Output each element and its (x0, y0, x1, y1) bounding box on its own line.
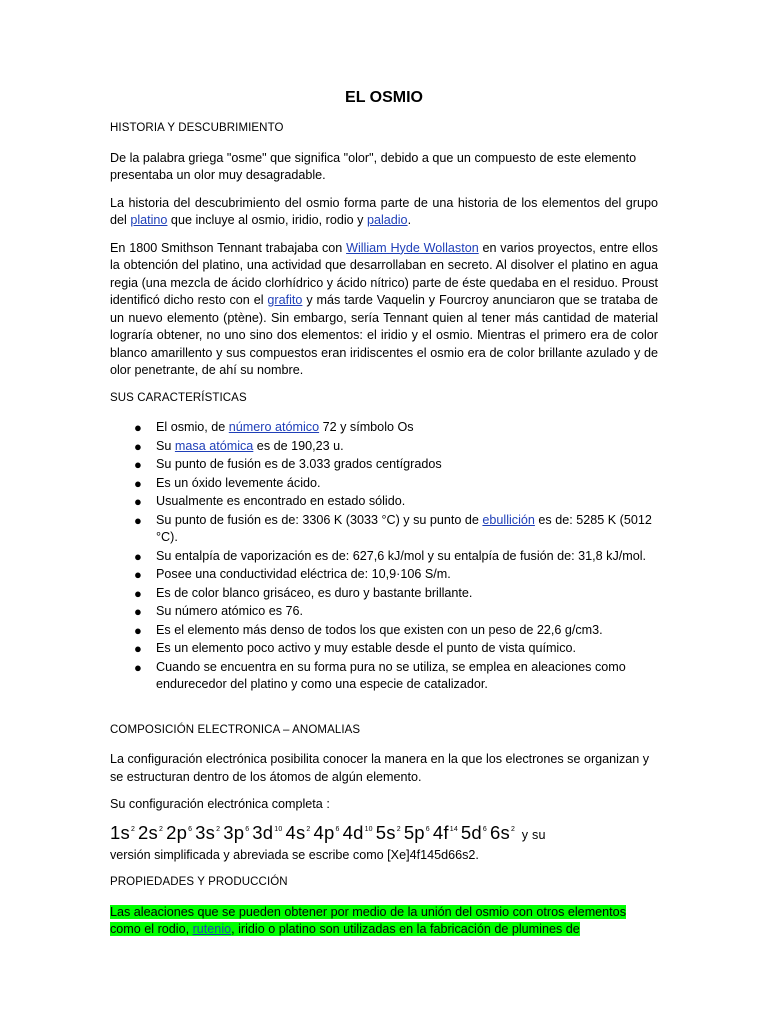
orbital-electrons: 6 (245, 825, 250, 833)
orbital: $4d^{10}$ (342, 821, 373, 843)
orbital: $1s^2$ (110, 821, 136, 843)
list-item: ● Usualmente es encontrado en estado sólido. (134, 494, 406, 509)
bullet-icon: ● (134, 567, 142, 582)
bullet-icon: ● (134, 438, 142, 454)
link-paladio[interactable]: paladio (366, 213, 408, 227)
config-tail: y su (518, 827, 546, 842)
link-grafito[interactable]: grafito (267, 293, 303, 307)
list-item: ● Es de color blanco grisáceo, es duro y bastante brillante. (134, 585, 473, 601)
orbital: $5s^2$ (375, 821, 401, 843)
orbital: $3s^2$ (195, 821, 221, 843)
list-item-link[interactable]: ebullición (482, 512, 535, 527)
bullet-icon: ● (134, 457, 142, 472)
orbital: $2s^2$ (138, 821, 164, 843)
orbital: $5p^6$ (403, 821, 430, 843)
list-item: ● Su punto de fusión es de 3.033 grados centígrados (134, 457, 442, 472)
list-item: ● Es un óxido levemente ácido. (134, 475, 321, 491)
properties-paragraph-1: Las aleaciones que se pueden obtener por medio de la unión del osmio con otros elementos como el rodio, rutenio, iridio o platino son utilizadas en la fabricación de plumines de (110, 904, 626, 936)
list-item-link[interactable]: masa atómica (174, 438, 254, 453)
list-item: ● El osmio, de número atómico 72 y símbolo Os (134, 420, 414, 435)
bullet-icon: ● (134, 420, 142, 435)
characteristics-list (110, 419, 658, 694)
orbital-electrons: 2 (159, 825, 164, 833)
orbital: $4p^6$ (313, 821, 340, 843)
orbital-electrons: 2 (510, 825, 516, 833)
list-item: ● Su punto de fusión es de: 3306 K (3033 °C) y su punto de ebullición es de: 5285 K (5012 °C). (134, 512, 652, 544)
history-paragraph-3: En 1800 Smithson Tennant trabajaba con William Hyde Wollaston en varios proyectos, entre ellos la obtención del platino, una actividad que desarrollaban en secreto. Al disolver el platino en agua regia (una mezcla de ácido clorhídrico y ácido nítrico) parte de éste quedaba en el residuo. Proust identificó dicho resto con el grafito y más tarde Vaquelin y Fourcroy anunciaron que se trataba de un nuevo elemento (ptène). Sin embargo, sería Tennant quien al tener más cantidad de material lograría obtener, no uno sino dos elementos: el iridio y el osmio. Mientras el primero era de color blanco amarillento y sus compuestos eran iridiscentes el osmio era de color brillante azulado y de olor penetrante, de ahí su nombre. (110, 240, 658, 377)
orbital-electrons: 2 (396, 825, 401, 833)
composition-paragraph-3: versión simplificada y abreviada se escribe como [Xe]4f145d66s2. (110, 847, 479, 862)
document-title: EL OSMIO (345, 89, 423, 106)
orbital-electrons: 6 (335, 825, 340, 833)
link-william-hyde-wollaston[interactable]: William Hyde Wollaston (346, 240, 479, 255)
bullet-icon: ● (134, 604, 142, 619)
section-heading-characteristics: SUS CARACTERÍSTICAS (110, 391, 247, 404)
bullet-icon: ● (134, 494, 142, 509)
section-heading-properties: PROPIEDADES Y PRODUCCIÓN (110, 876, 288, 888)
composition-paragraph-1: La configuración electrónica posibilita conocer la manera en la que los electrones se organizan y se estructuran dentro de los átomos de algún elemento. (110, 752, 650, 784)
list-item: ● Es un elemento poco activo y muy estable desde el punto de vista químico. (134, 641, 577, 656)
orbital-electrons: 2 (130, 825, 136, 833)
orbital: $2p^6$ (166, 821, 193, 843)
list-item: ● Cuando se encuentra en su forma pura no se utiliza, se emplea en aleaciones como endurecedor del platino y como una especie de catalizador. (134, 659, 626, 691)
link-platino[interactable]: platino (130, 213, 168, 227)
list-item: ● Su masa atómica es de 190,23 u. (134, 438, 344, 454)
bullet-icon: ● (134, 548, 142, 564)
orbital-electrons: 6 (482, 825, 487, 833)
bullet-icon: ● (134, 512, 142, 528)
section-heading-history: HISTORIA Y DESCUBRIMIENTO (110, 122, 284, 134)
link-rutenio[interactable]: rutenio (192, 922, 232, 936)
list-item: ● Su número atómico es 76. (134, 604, 304, 619)
bullet-icon: ● (134, 585, 142, 601)
orbital: $5d^6$ (460, 821, 487, 843)
orbital-electrons: 6 (188, 825, 193, 833)
orbital: $6s^2$ (490, 821, 516, 843)
orbital-electrons: 10 (364, 825, 373, 833)
composition-paragraph-2: Su configuración electrónica completa : (110, 797, 330, 811)
orbital: $3p^6$ (223, 821, 250, 843)
list-item: ● Su entalpía de vaporización es de: 627,6 kJ/mol y su entalpía de fusión de: 31,8 kJ/mol. (134, 548, 647, 564)
orbital-electrons: 2 (306, 825, 311, 833)
electron-configuration (110, 818, 658, 847)
bullet-icon: ● (134, 659, 142, 675)
bullet-icon: ● (134, 641, 142, 656)
orbital: $4f^{14}$ (432, 821, 458, 843)
orbital-electrons: 6 (425, 825, 430, 833)
list-item-link[interactable]: número atómico (228, 420, 320, 434)
list-item: ● Posee una conductividad eléctrica de: 10,9·106 S/m. (134, 567, 451, 582)
history-paragraph-2: La historia del descubrimiento del osmio forma parte de una historia de los elementos del grupo del platino que incluye al osmio, iridio, rodio y paladio. (110, 195, 658, 227)
section-heading-composition: COMPOSICIÓN ELECTRONICA – ANOMALIAS (110, 723, 361, 736)
history-paragraph-1: De la palabra griega "osme" que significa "olor", debido a que un compuesto de este elemento presentaba un olor muy desagradable. (110, 150, 637, 182)
bullet-icon: ● (134, 622, 142, 638)
orbital-electrons: 14 (449, 825, 458, 833)
orbital-electrons: 10 (274, 825, 283, 833)
list-item: ● Es el elemento más denso de todos los que existen con un peso de 22,6 g/cm3. (134, 622, 603, 638)
orbital-sequence (110, 822, 518, 843)
orbital: $4s^2$ (285, 821, 311, 843)
bullet-icon: ● (134, 475, 142, 491)
orbital: $3d^{10}$ (252, 821, 283, 843)
orbital-electrons: 2 (216, 825, 221, 833)
